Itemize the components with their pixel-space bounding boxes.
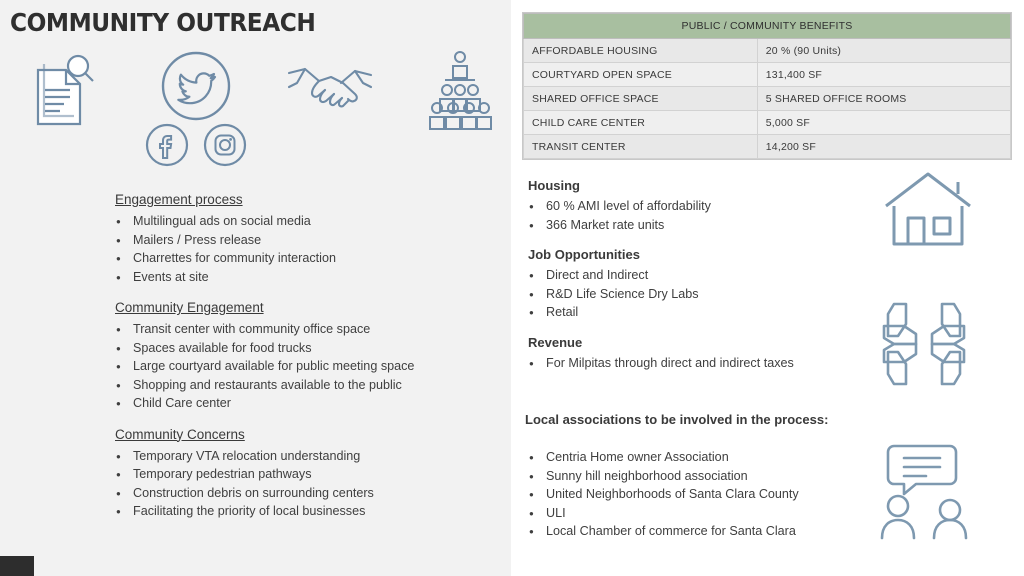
list-item: ● ULI bbox=[528, 504, 858, 523]
document-search-icon bbox=[30, 50, 100, 130]
list-item: ● United Neighborhoods of Santa Clara County bbox=[528, 485, 858, 504]
list-item: ● Child Care center bbox=[115, 394, 505, 413]
row-value: 5,000 SF bbox=[757, 111, 1010, 135]
list-item: ● Charrettes for community interaction bbox=[115, 249, 505, 268]
table-row bbox=[524, 87, 1011, 111]
row-value: 14,200 SF bbox=[757, 135, 1010, 159]
twitter-bird-icon bbox=[160, 50, 232, 122]
bullet-list bbox=[115, 320, 505, 413]
list-item: ● 366 Market rate units bbox=[528, 216, 868, 235]
list-item: ● Construction debris on surrounding centers bbox=[115, 484, 505, 503]
handshake-icon bbox=[285, 63, 375, 123]
list-item: ● R&D Life Science Dry Labs bbox=[528, 285, 868, 304]
list-item: ● Sunny hill neighborhood association bbox=[528, 467, 858, 486]
list-item: ● Temporary pedestrian pathways bbox=[115, 465, 505, 484]
list-item: ● Spaces available for food trucks bbox=[115, 339, 505, 358]
list-item: ● Local Chamber of commerce for Santa Clara bbox=[528, 522, 858, 541]
instagram-icon bbox=[203, 123, 247, 167]
bullet-list bbox=[115, 447, 505, 521]
community-benefits-table bbox=[522, 12, 1012, 160]
facebook-icon bbox=[145, 123, 189, 167]
table-row bbox=[524, 63, 1011, 87]
page-title: COMMUNITY OUTREACH bbox=[10, 8, 316, 37]
row-label: TRANSIT CENTER bbox=[524, 135, 758, 159]
list-item: ● 60 % AMI level of affordability bbox=[528, 197, 868, 216]
list-item: ● Retail bbox=[528, 303, 868, 322]
left-sections bbox=[115, 192, 505, 521]
section-heading: Community Engagement bbox=[115, 300, 264, 315]
associations-heading: Local associations to be involved in the process: bbox=[525, 412, 829, 427]
bullet-list bbox=[528, 197, 868, 234]
list-item: ● Shopping and restaurants available to the public bbox=[115, 376, 505, 395]
section-heading: Community Concerns bbox=[115, 426, 245, 442]
list-item: ● Transit center with community office space bbox=[115, 320, 505, 339]
list-item: ● Multilingual ads on social media bbox=[115, 212, 505, 231]
row-value: 20 % (90 Units) bbox=[757, 39, 1010, 63]
table-header: PUBLIC / COMMUNITY BENEFITS bbox=[524, 14, 1011, 39]
associations-list bbox=[528, 448, 858, 541]
list-item: ● Events at site bbox=[115, 268, 505, 287]
list-item: ● Temporary VTA relocation understanding bbox=[115, 447, 505, 466]
table-row bbox=[524, 111, 1011, 135]
section-heading: Revenue bbox=[528, 334, 583, 350]
row-label: COURTYARD OPEN SPACE bbox=[524, 63, 758, 87]
table-row bbox=[524, 39, 1011, 63]
people-discussion-icon bbox=[872, 440, 976, 540]
row-label: CHILD CARE CENTER bbox=[524, 111, 758, 135]
row-label: SHARED OFFICE SPACE bbox=[524, 87, 758, 111]
section-community-concerns bbox=[115, 427, 505, 521]
right-sections bbox=[528, 178, 868, 372]
bullet-list bbox=[115, 212, 505, 286]
corner-mark bbox=[0, 556, 34, 576]
row-label: AFFORDABLE HOUSING bbox=[524, 39, 758, 63]
house-icon bbox=[880, 168, 976, 252]
bullet-list bbox=[528, 354, 868, 373]
section-job-opportunities bbox=[528, 247, 868, 322]
list-item: ● Direct and Indirect bbox=[528, 266, 868, 285]
list-item: ● Facilitating the priority of local businesses bbox=[115, 502, 505, 521]
list-item: ● Large courtyard available for public meeting space bbox=[115, 357, 505, 376]
bullet-list bbox=[528, 266, 868, 322]
section-engagement-process bbox=[115, 192, 505, 286]
section-heading: Housing bbox=[528, 178, 580, 193]
audience-presentation-icon bbox=[425, 50, 495, 132]
list-item: ● For Milpitas through direct and indirect taxes bbox=[528, 354, 868, 373]
teamwork-hands-icon bbox=[876, 296, 972, 392]
section-housing bbox=[528, 178, 868, 234]
table-row bbox=[524, 135, 1011, 159]
row-value: 5 SHARED OFFICE ROOMS bbox=[757, 87, 1010, 111]
section-revenue bbox=[528, 335, 868, 373]
section-heading: Job Opportunities bbox=[528, 247, 640, 262]
row-value: 131,400 SF bbox=[757, 63, 1010, 87]
list-item: ● Centria Home owner Association bbox=[528, 448, 858, 467]
social-icon-row bbox=[20, 45, 490, 175]
section-heading: Engagement process bbox=[115, 192, 243, 207]
list-item: ● Mailers / Press release bbox=[115, 231, 505, 250]
section-community-engagement bbox=[115, 300, 505, 413]
